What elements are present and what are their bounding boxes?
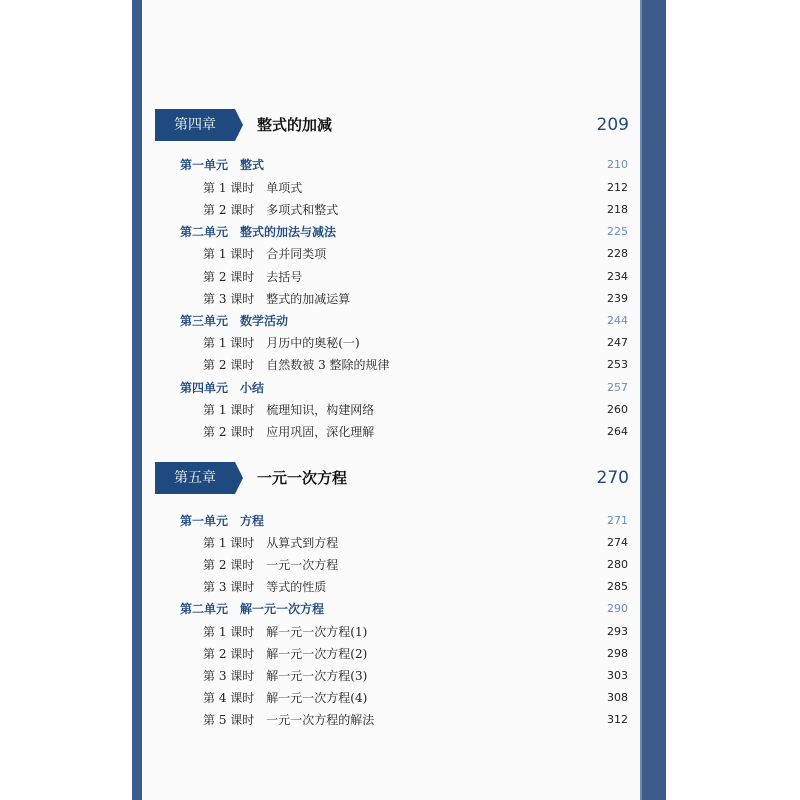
lesson-page-number: 285 xyxy=(607,580,628,593)
unit-page-number: 271 xyxy=(607,514,628,527)
lesson-page-number: 312 xyxy=(607,713,628,726)
toc-lesson-row xyxy=(0,178,800,198)
unit-label: 第一单元 整式 xyxy=(180,158,265,172)
toc-unit-row xyxy=(0,511,800,531)
lesson-label: 第 1 课时 月历中的奥秘(一) xyxy=(203,336,360,350)
lesson-label: 第 2 课时 自然数被 3 整除的规律 xyxy=(203,358,390,372)
lesson-label: 第 3 课时 等式的性质 xyxy=(203,580,327,594)
lesson-page-number: 298 xyxy=(607,647,628,660)
toc-lesson-row xyxy=(0,644,800,664)
toc-lesson-row xyxy=(0,289,800,309)
unit-page-number: 225 xyxy=(607,225,628,238)
unit-page-number: 290 xyxy=(607,602,628,615)
lesson-label: 第 3 课时 整式的加减运算 xyxy=(203,292,351,306)
lesson-page-number: 234 xyxy=(607,270,628,283)
lesson-label: 第 2 课时 应用巩固，深化理解 xyxy=(203,425,375,439)
lesson-label: 第 2 课时 多项式和整式 xyxy=(203,203,339,217)
unit-label: 第四单元 小结 xyxy=(180,381,265,395)
lesson-page-number: 239 xyxy=(607,292,628,305)
chapter-header xyxy=(155,462,637,494)
toc-lesson-row xyxy=(0,267,800,287)
toc-lesson-row xyxy=(0,555,800,575)
toc-lesson-row xyxy=(0,355,800,375)
toc-unit-row xyxy=(0,599,800,619)
lesson-label: 第 3 课时 解一元一次方程(3) xyxy=(203,669,368,683)
chapter-title: 一元一次方程 xyxy=(257,469,348,487)
lesson-page-number: 212 xyxy=(607,181,628,194)
toc-lesson-row xyxy=(0,200,800,220)
chapter-badge-arrow xyxy=(235,109,243,141)
toc-lesson-row xyxy=(0,422,800,442)
lesson-page-number: 247 xyxy=(607,336,628,349)
chapter-page-number: 270 xyxy=(596,468,629,488)
lesson-page-number: 293 xyxy=(607,625,628,638)
toc-lesson-row xyxy=(0,400,800,420)
toc-unit-row xyxy=(0,311,800,331)
toc-lesson-row xyxy=(0,710,800,730)
chapter-badge-arrow xyxy=(235,462,243,494)
toc-unit-row xyxy=(0,222,800,242)
lesson-page-number: 228 xyxy=(607,247,628,260)
lesson-page-number: 264 xyxy=(607,425,628,438)
toc-lesson-row xyxy=(0,333,800,353)
chapter-page-number: 209 xyxy=(596,115,629,135)
chapter-header xyxy=(155,109,637,141)
lesson-page-number: 260 xyxy=(607,403,628,416)
chapter-title: 整式的加减 xyxy=(257,116,333,134)
toc-unit-row xyxy=(0,378,800,398)
chapter-badge: 第五章 xyxy=(155,462,235,494)
toc-lesson-row xyxy=(0,244,800,264)
toc-lesson-row xyxy=(0,622,800,642)
lesson-page-number: 253 xyxy=(607,358,628,371)
toc-lesson-row xyxy=(0,688,800,708)
lesson-label: 第 4 课时 解一元一次方程(4) xyxy=(203,691,368,705)
lesson-page-number: 280 xyxy=(607,558,628,571)
lesson-label: 第 1 课时 合并同类项 xyxy=(203,247,327,261)
lesson-label: 第 1 课时 单项式 xyxy=(203,181,303,195)
lesson-label: 第 1 课时 梳理知识，构建网络 xyxy=(203,403,375,417)
lesson-label: 第 1 课时 解一元一次方程(1) xyxy=(203,625,368,639)
toc-unit-row xyxy=(0,155,800,175)
unit-label: 第一单元 方程 xyxy=(180,514,265,528)
lesson-page-number: 308 xyxy=(607,691,628,704)
unit-page-number: 257 xyxy=(607,381,628,394)
toc-lesson-row xyxy=(0,533,800,553)
unit-label: 第二单元 解一元一次方程 xyxy=(180,602,325,616)
unit-label: 第二单元 整式的加法与减法 xyxy=(180,225,337,239)
unit-label: 第三单元 数学活动 xyxy=(180,314,289,328)
toc-lesson-row xyxy=(0,577,800,597)
toc-lesson-row xyxy=(0,666,800,686)
lesson-page-number: 218 xyxy=(607,203,628,216)
lesson-page-number: 303 xyxy=(607,669,628,682)
lesson-label: 第 2 课时 一元一次方程 xyxy=(203,558,339,572)
lesson-page-number: 274 xyxy=(607,536,628,549)
unit-page-number: 244 xyxy=(607,314,628,327)
lesson-label: 第 2 课时 解一元一次方程(2) xyxy=(203,647,368,661)
lesson-label: 第 5 课时 一元一次方程的解法 xyxy=(203,713,375,727)
chapter-badge: 第四章 xyxy=(155,109,235,141)
lesson-label: 第 2 课时 去括号 xyxy=(203,270,303,284)
unit-page-number: 210 xyxy=(607,158,628,171)
lesson-label: 第 1 课时 从算式到方程 xyxy=(203,536,339,550)
